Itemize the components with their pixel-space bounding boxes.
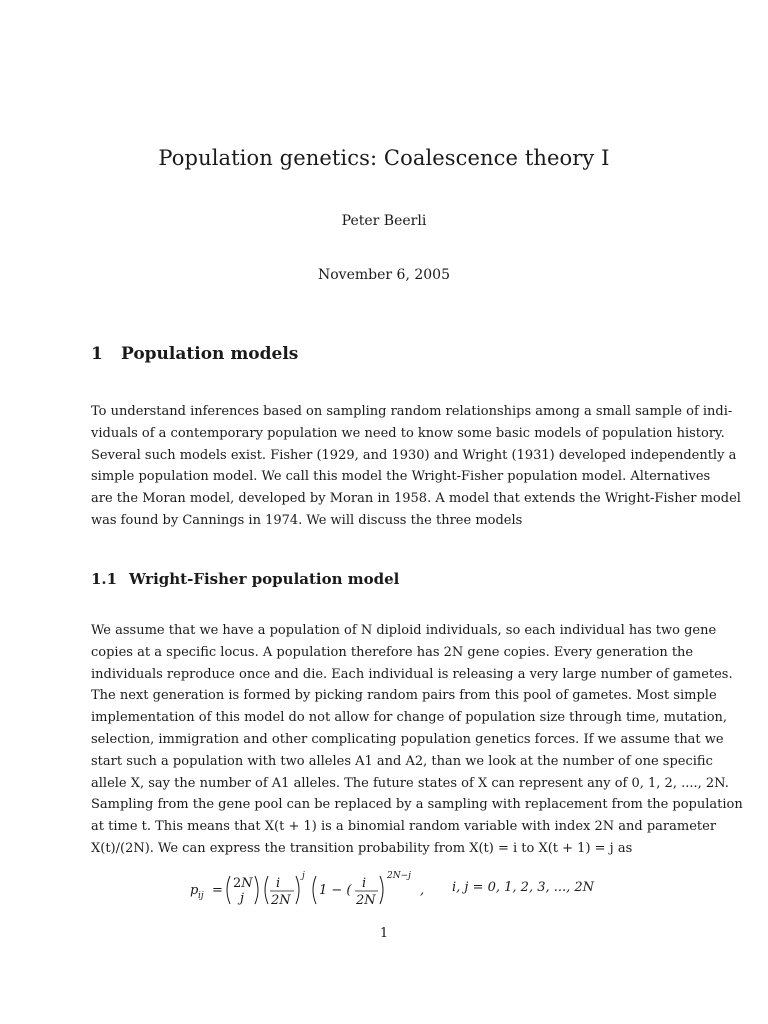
svg-text:j: j bbox=[302, 871, 305, 881]
paper-date: November 6, 2005 bbox=[318, 267, 450, 283]
paragraph-wright-fisher bbox=[91, 620, 743, 860]
text-line: simple population model. We call this model the Wright-Fisher population model. Alternatives bbox=[91, 469, 711, 485]
text-line: copies at a specific locus. A population therefore has 2N gene copies. Every generation the bbox=[91, 644, 694, 660]
text-line: We assume that we have a population of N diploid individuals, so each individual has two gene bbox=[91, 623, 717, 638]
text-line: at time t. This means that X(t + 1) is a binomial random variable with index 2N and parameter bbox=[91, 819, 717, 835]
svg-text:2N: 2N bbox=[356, 893, 376, 908]
section-title: Population models bbox=[121, 344, 299, 364]
text-line: X(t)/(2N). We can express the transition probability from X(t) = i to X(t + 1) = j as bbox=[91, 840, 633, 856]
equation-range: i, j = 0, 1, 2, 3, ..., 2N bbox=[452, 880, 595, 895]
svg-text:i: i bbox=[362, 876, 367, 891]
svg-text:2N: 2N bbox=[271, 893, 291, 908]
text-line: allele X, say the number of A1 alleles. The future states of X can represent any of 0, 1, 2, ...., 2N. bbox=[91, 775, 729, 791]
text-line: viduals of a contemporary population we need to know some basic models of population history. bbox=[91, 425, 725, 441]
transition-probability-equation bbox=[190, 870, 430, 914]
eq-lhs-sub: ij bbox=[198, 891, 204, 901]
subsection-heading bbox=[91, 570, 399, 588]
svg-text:2N−j: 2N−j bbox=[387, 871, 411, 881]
page-number: 1 bbox=[379, 926, 389, 941]
svg-text:i: i bbox=[276, 876, 281, 891]
author-name: Peter Beerli bbox=[341, 213, 427, 229]
paper-title: Population genetics: Coalescence theory I bbox=[158, 146, 610, 170]
svg-text:1 − (: 1 − ( bbox=[319, 883, 352, 898]
svg-text:2N: 2N bbox=[233, 876, 253, 891]
subsection-number: 1.1 bbox=[91, 570, 118, 588]
paragraph-intro bbox=[91, 401, 741, 532]
text-line: Sampling from the gene pool can be replaced by a sampling with replacement from the population bbox=[91, 797, 743, 813]
text-line: selection, immigration and other complicating population genetics forces. If we assume that we bbox=[91, 731, 724, 747]
subsection-title: Wright-Fisher population model bbox=[129, 570, 400, 588]
text-line: implementation of this model do not allow for change of population size through time, mutation, bbox=[91, 710, 728, 726]
text-line: start such a population with two alleles A1 and A2, than we look at the number of one specific bbox=[91, 753, 713, 769]
eq-lhs: p bbox=[190, 883, 199, 898]
svg-text:,: , bbox=[420, 883, 425, 898]
text-line: Several such models exist. Fisher (1929, and 1930) and Wright (1931) developed independently a bbox=[91, 447, 737, 463]
section-heading bbox=[91, 344, 298, 364]
text-line: individuals reproduce once and die. Each individual is releasing a very large number of gametes. bbox=[91, 666, 733, 682]
text-line: was found by Cannings in 1974. We will discuss the three models bbox=[91, 512, 523, 528]
section-number: 1 bbox=[91, 344, 103, 364]
text-line: are the Moran model, developed by Moran in 1958. A model that extends the Wright-Fisher model bbox=[91, 491, 741, 507]
equation-graphic bbox=[190, 870, 430, 910]
text-line: The next generation is formed by picking random pairs from this pool of gametes. Most simple bbox=[91, 688, 717, 704]
svg-text:=: = bbox=[212, 883, 223, 898]
svg-text:j: j bbox=[240, 891, 245, 906]
text-line: To understand inferences based on sampling random relationships among a small sample of indi- bbox=[91, 404, 733, 419]
